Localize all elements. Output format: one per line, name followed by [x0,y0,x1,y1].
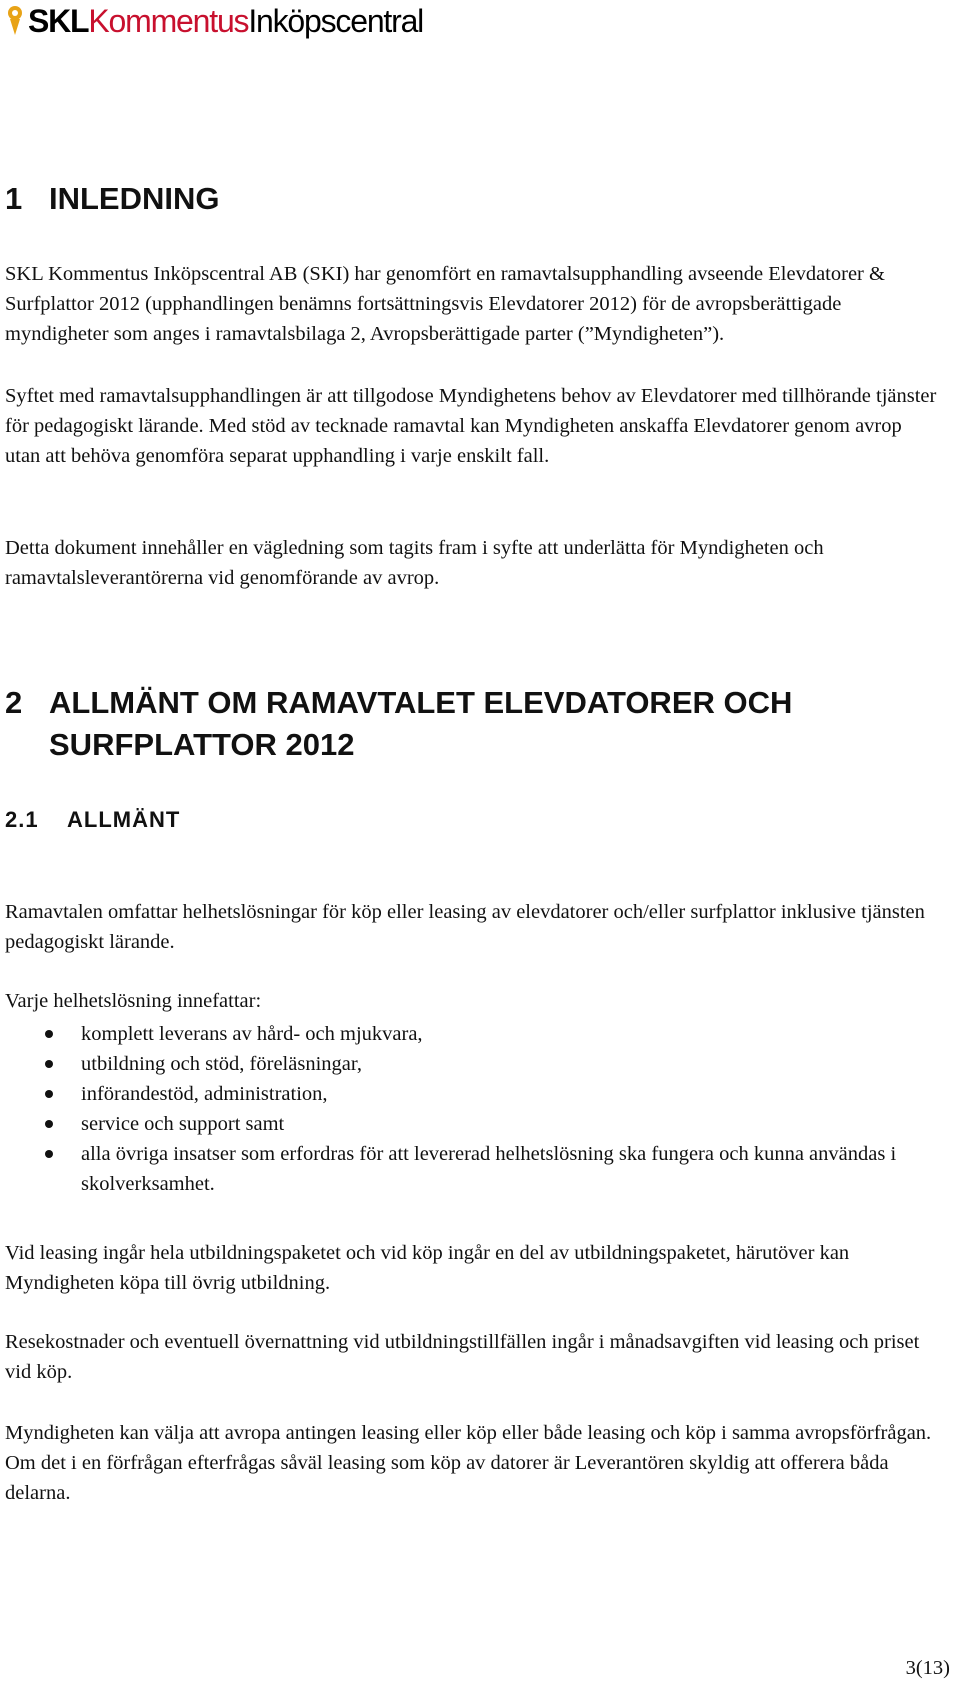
bullet-icon [45,1060,53,1068]
list-item: alla övriga insatser som erfordras för att levererad helhetslösning ska fungera och kunna användas i skolverksamhet. [5,1139,940,1199]
paragraph-leasing: Vid leasing ingår hela utbildningspaketet och vid köp ingår en del av utbildningspaketet, härutöver kan Myndigheten köpa till övrig utbildning. [5,1242,850,1294]
paragraph-dokument: Detta dokument innehåller en vägledning som tagits fram i syfte att underlätta för Myndigheten och ramavtalsleverantörerna vid genomförande av avrop. [5,537,824,589]
subheading-allmant [5,805,180,835]
bullet-icon [45,1120,53,1128]
heading-title-line2: SURFPLATTOR 2012 [49,727,355,762]
list-item: införandestöd, administration, [5,1079,940,1109]
heading-number: 2 [5,685,23,720]
bullet-icon [45,1030,53,1038]
paragraph-avropa: Myndigheten kan välja att avropa antingen leasing eller köp eller både leasing och köp i samma avropsförfrågan. Om det i en förfrågan efterfrågas såväl leasing som köp av datorer är Leverantören skyldig att offerera båda delarna. [5,1422,932,1504]
heading-inledning [5,178,220,220]
paragraph-resekostnader: Resekostnader och eventuell övernattning vid utbildningstillfällen ingår i månadsavgiften vid leasing och priset vid köp. [5,1331,920,1383]
list-item: service och support samt [5,1109,940,1139]
logo-wordmark [28,4,423,38]
logo-figure-icon [4,4,26,38]
subheading-title: ALLMÄNT [67,807,181,832]
heading-title: INLEDNING [49,181,220,216]
logo-inkopscentral: Inköpscentral [248,3,424,39]
list-item: komplett leverans av hård- och mjukvara, [5,1019,940,1049]
paragraph-syfte: Syftet med ramavtalsupphandlingen är att tillgodose Myndighetens behov av Elevdatorer med tillhörande tjänster för pedagogiskt lärande. Med stöd av tecknade ramavtal kan Myndigheten anskaffa Elevdatorer genom avrop utan att behöva genomföra separat upphandling i varje enskilt fall. [5,385,937,467]
bullet-icon [45,1090,53,1098]
logo-kommentus: Kommentus [88,3,249,39]
page-number: 3(13) [905,1657,950,1679]
list-item: utbildning och stöd, föreläsningar, [5,1049,940,1079]
heading-allmant-om-ramavtalet [5,682,792,766]
skl-logo [4,4,423,38]
bullet-list [5,1019,940,1199]
subheading-number: 2.1 [5,807,39,832]
heading-number: 1 [5,181,23,216]
bullet-icon [45,1150,53,1158]
paragraph-list-intro: Varje helhetslösning innefattar: [5,990,262,1012]
logo-skl: SKL [28,3,89,39]
heading-title-line1: ALLMÄNT OM RAMAVTALET ELEVDATORER OCH [49,685,793,720]
paragraph-intro: SKL Kommentus Inköpscentral AB (SKI) har genomfört en ramavtalsupphandling avseende Elevdatorer & Surfplattor 2012 (upphandlingen benämns fortsättningsvis Elevdatorer 2012) för de avropsberättigade myndigheter som anges i ramavtalsbilaga 2, Avropsberättigade parter (”Myndigheten”). [5,263,885,345]
paragraph-ramavtalen: Ramavtalen omfattar helhetslösningar för köp eller leasing av elevdatorer och/eller surfplattor inklusive tjänsten pedagogiskt lärande. [5,901,925,953]
